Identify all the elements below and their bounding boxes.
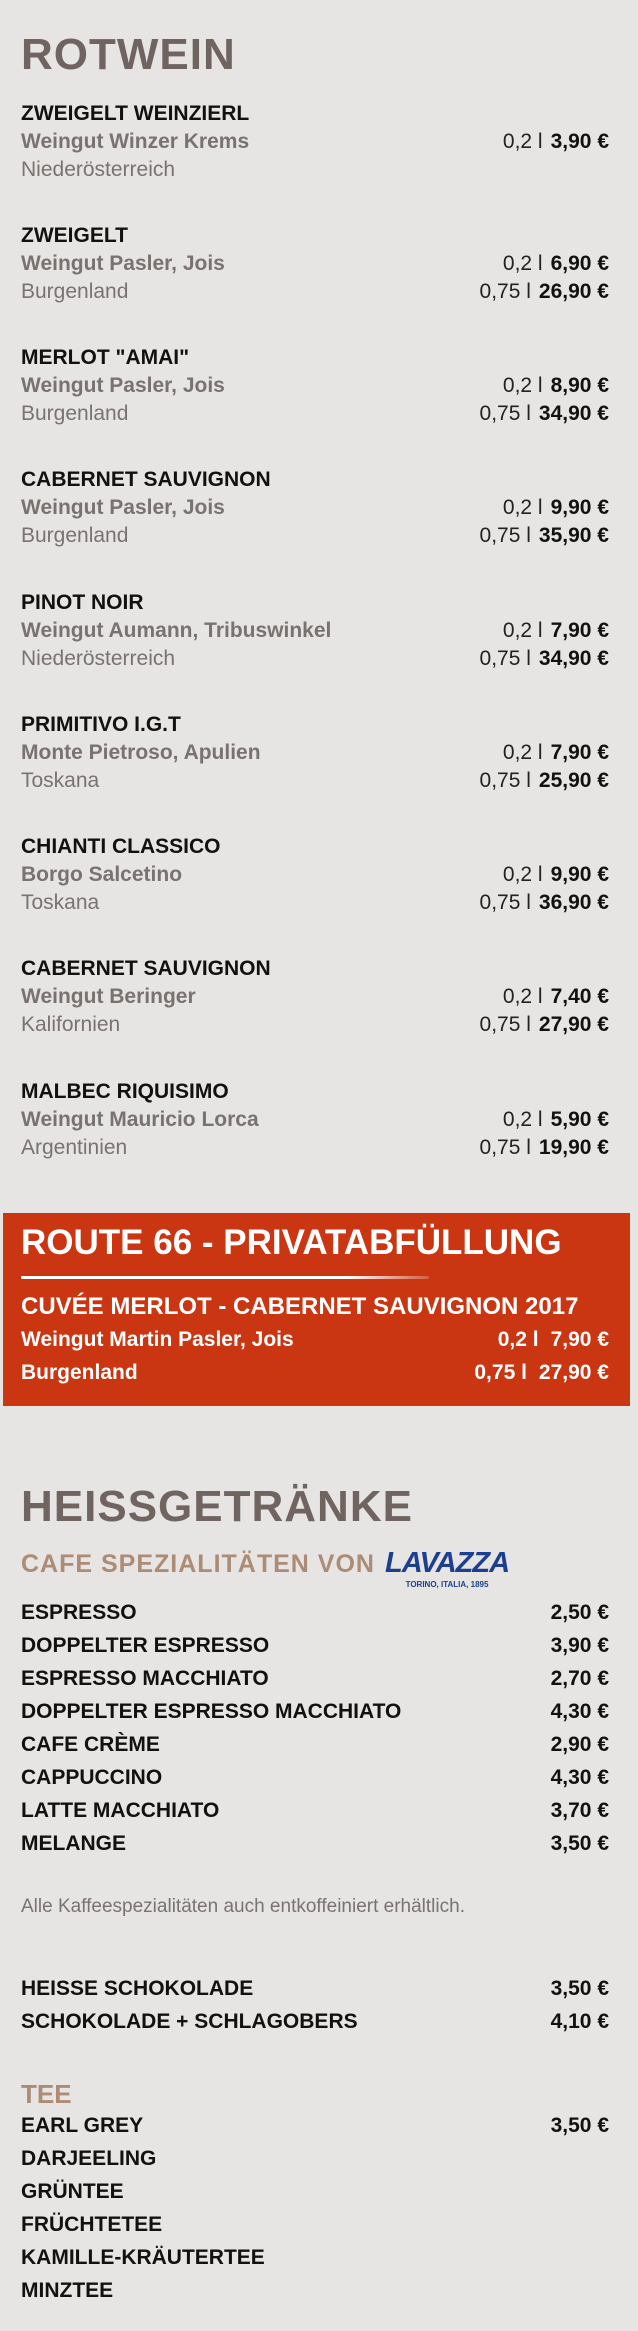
section-title-heissgetraenke: HEISSGETRÄNKE [21, 1482, 413, 1531]
wine-price-glass [503, 1108, 609, 1132]
wine-price-glass [503, 619, 609, 643]
volume: 0,75 l [479, 1136, 531, 1159]
tea-item [21, 2246, 609, 2276]
route66-divider [21, 1276, 429, 1279]
chocolate-item [21, 1977, 609, 2007]
wine-price-bottle [480, 402, 609, 426]
wine-region: Niederösterreich [21, 647, 176, 670]
item-name: FRÜCHTETEE [21, 2213, 163, 2236]
volume: 0,75 l [479, 524, 531, 547]
price: 27,90 € [538, 1013, 609, 1036]
coffee-item [21, 1601, 609, 1631]
wine-name: CABERNET SAUVIGNON [21, 468, 271, 491]
wine-item [21, 468, 609, 552]
item-price: 4,30 € [550, 1700, 609, 1723]
price: 6,90 € [550, 252, 609, 275]
wine-price-glass [503, 985, 609, 1009]
wine-producer: Weingut Pasler, Jois [21, 374, 225, 397]
wine-producer: Weingut Mauricio Lorca [21, 1108, 259, 1131]
item-name: LATTE MACCHIATO [21, 1799, 220, 1822]
wine-price-glass [503, 496, 609, 520]
item-name: DOPPELTER ESPRESSO [21, 1634, 270, 1657]
wine-item [21, 1080, 609, 1164]
coffee-item [21, 1766, 609, 1796]
volume: 0,75 l [479, 1013, 531, 1036]
logo-tagline: TORINO, ITALIA, 1895 [405, 1580, 489, 1589]
item-price: 2,90 € [550, 1733, 609, 1756]
volume: 0,2 l [502, 1108, 543, 1131]
volume: 0,75 l [474, 1361, 527, 1384]
wine-name: ZWEIGELT WEINZIERL [21, 102, 250, 125]
volume: 0,75 l [479, 280, 531, 303]
wine-name: CABERNET SAUVIGNON [21, 957, 271, 980]
logo-brand: LAVAZZA [385, 1547, 510, 1579]
lavazza-logo [385, 1545, 510, 1591]
volume: 0,2 l [502, 619, 543, 642]
wine-item [21, 713, 609, 797]
item-price: 4,10 € [550, 2010, 609, 2033]
route66-subtitle: CUVÉE MERLOT - CABERNET SAUVIGNON 2017 [21, 1293, 579, 1320]
price: 8,90 € [550, 374, 609, 397]
item-name: CAPPUCCINO [21, 1766, 163, 1789]
wine-region: Niederösterreich [21, 158, 176, 181]
volume: 0,2 l [502, 741, 543, 764]
wine-price-glass [503, 130, 609, 154]
coffee-item [21, 1667, 609, 1697]
item-price: 3,50 € [550, 1977, 609, 2000]
item-name: HEISSE SCHOKOLADE [21, 1977, 254, 2000]
volume: 0,2 l [497, 1328, 539, 1351]
wine-price-bottle [480, 769, 609, 793]
wine-price-bottle [480, 1136, 609, 1160]
tea-item [21, 2147, 609, 2177]
price: 19,90 € [538, 1136, 609, 1159]
decaf-note: Alle Kaffeespezialitäten auch entkoffeiniert erhältlich. [21, 1896, 465, 1917]
volume: 0,2 l [502, 496, 543, 519]
wine-item [21, 224, 609, 308]
volume: 0,75 l [479, 769, 531, 792]
price: 7,90 € [550, 741, 609, 764]
route66-producer: Weingut Martin Pasler, Jois [21, 1328, 294, 1351]
item-price: 3,90 € [550, 1634, 609, 1657]
wine-producer: Weingut Aumann, Tribuswinkel [21, 619, 332, 642]
wine-region: Toskana [21, 891, 100, 914]
item-name: MINZTEE [21, 2279, 114, 2302]
route66-price-bottle [474, 1361, 609, 1385]
item-name: KAMILLE-KRÄUTERTEE [21, 2246, 265, 2269]
price: 7,90 € [550, 619, 609, 642]
wine-producer: Monte Pietroso, Apulien [21, 741, 261, 764]
item-price: 2,50 € [550, 1601, 609, 1624]
wine-name: CHIANTI CLASSICO [21, 835, 221, 858]
item-name: EARL GREY [21, 2114, 144, 2137]
wine-price-bottle [480, 891, 609, 915]
price: 7,40 € [550, 985, 609, 1008]
item-price: 3,50 € [550, 1832, 609, 1855]
wine-price-glass [503, 741, 609, 765]
volume: 0,75 l [479, 647, 531, 670]
route66-box [3, 1213, 630, 1406]
wine-name: PINOT NOIR [21, 591, 144, 614]
section-title-rotwein: ROTWEIN [21, 30, 236, 79]
price: 5,90 € [550, 1108, 609, 1131]
route66-region: Burgenland [21, 1361, 138, 1384]
wine-price-glass [503, 252, 609, 276]
price: 25,90 € [538, 769, 609, 792]
item-price: 3,50 € [550, 2114, 609, 2137]
route66-price-glass [498, 1328, 609, 1352]
price: 34,90 € [538, 402, 609, 425]
wine-price-glass [503, 863, 609, 887]
wine-producer: Weingut Pasler, Jois [21, 496, 225, 519]
tea-item [21, 2180, 609, 2210]
wine-item [21, 835, 609, 919]
item-price: 2,70 € [550, 1667, 609, 1690]
price: 9,90 € [550, 496, 609, 519]
wine-price-bottle [480, 524, 609, 548]
coffee-item [21, 1733, 609, 1763]
wine-region: Burgenland [21, 524, 129, 547]
price: 36,90 € [538, 891, 609, 914]
tea-item [21, 2114, 609, 2144]
volume: 0,2 l [502, 374, 543, 397]
wine-producer: Weingut Pasler, Jois [21, 252, 225, 275]
wine-region: Burgenland [21, 280, 129, 303]
wine-item [21, 346, 609, 430]
coffee-item [21, 1799, 609, 1829]
item-name: MELANGE [21, 1832, 126, 1855]
wine-region: Kalifornien [21, 1013, 121, 1036]
price: 26,90 € [538, 280, 609, 303]
wine-producer: Borgo Salcetino [21, 863, 183, 886]
coffee-item [21, 1700, 609, 1730]
volume: 0,2 l [502, 130, 543, 153]
tee-title: TEE [21, 2079, 72, 2109]
wine-producer: Weingut Winzer Krems [21, 130, 250, 153]
wine-name: MERLOT "AMAI" [21, 346, 190, 369]
price: 3,90 € [550, 130, 609, 153]
volume: 0,2 l [502, 863, 543, 886]
wine-price-bottle [480, 647, 609, 671]
wine-item [21, 102, 609, 186]
wine-item [21, 591, 609, 675]
volume: 0,2 l [502, 985, 543, 1008]
item-name: DARJEELING [21, 2147, 157, 2170]
item-name: CAFE CRÈME [21, 1733, 160, 1756]
item-price: 4,30 € [550, 1766, 609, 1789]
wine-name: MALBEC RIQUISIMO [21, 1080, 229, 1103]
wine-region: Burgenland [21, 402, 129, 425]
chocolate-item [21, 2010, 609, 2040]
coffee-item [21, 1634, 609, 1664]
tea-item [21, 2279, 609, 2309]
wine-region: Toskana [21, 769, 100, 792]
wine-region: Argentinien [21, 1136, 128, 1159]
route66-title: ROUTE 66 - PRIVATABFÜLLUNG [21, 1223, 562, 1262]
wine-name: PRIMITIVO I.G.T [21, 713, 181, 736]
price: 27,90 € [538, 1361, 609, 1384]
item-name: DOPPELTER ESPRESSO MACCHIATO [21, 1700, 402, 1723]
wine-price-bottle [480, 280, 609, 304]
wine-name: ZWEIGELT [21, 224, 128, 247]
price: 9,90 € [550, 863, 609, 886]
price: 7,90 € [550, 1328, 609, 1351]
cafe-specialties-title: CAFE SPEZIALITÄTEN VON [21, 1550, 375, 1578]
volume: 0,75 l [479, 891, 531, 914]
item-name: SCHOKOLADE + SCHLAGOBERS [21, 2010, 358, 2033]
item-name: ESPRESSO [21, 1601, 137, 1624]
coffee-item [21, 1832, 609, 1862]
wine-item [21, 957, 609, 1041]
wine-price-bottle [480, 1013, 609, 1037]
volume: 0,75 l [479, 402, 531, 425]
tea-item [21, 2213, 609, 2243]
volume: 0,2 l [502, 252, 543, 275]
item-name: GRÜNTEE [21, 2180, 124, 2203]
item-price: 3,70 € [550, 1799, 609, 1822]
wine-price-glass [503, 374, 609, 398]
wine-producer: Weingut Beringer [21, 985, 196, 1008]
price: 35,90 € [538, 524, 609, 547]
price: 34,90 € [538, 647, 609, 670]
item-name: ESPRESSO MACCHIATO [21, 1667, 269, 1690]
